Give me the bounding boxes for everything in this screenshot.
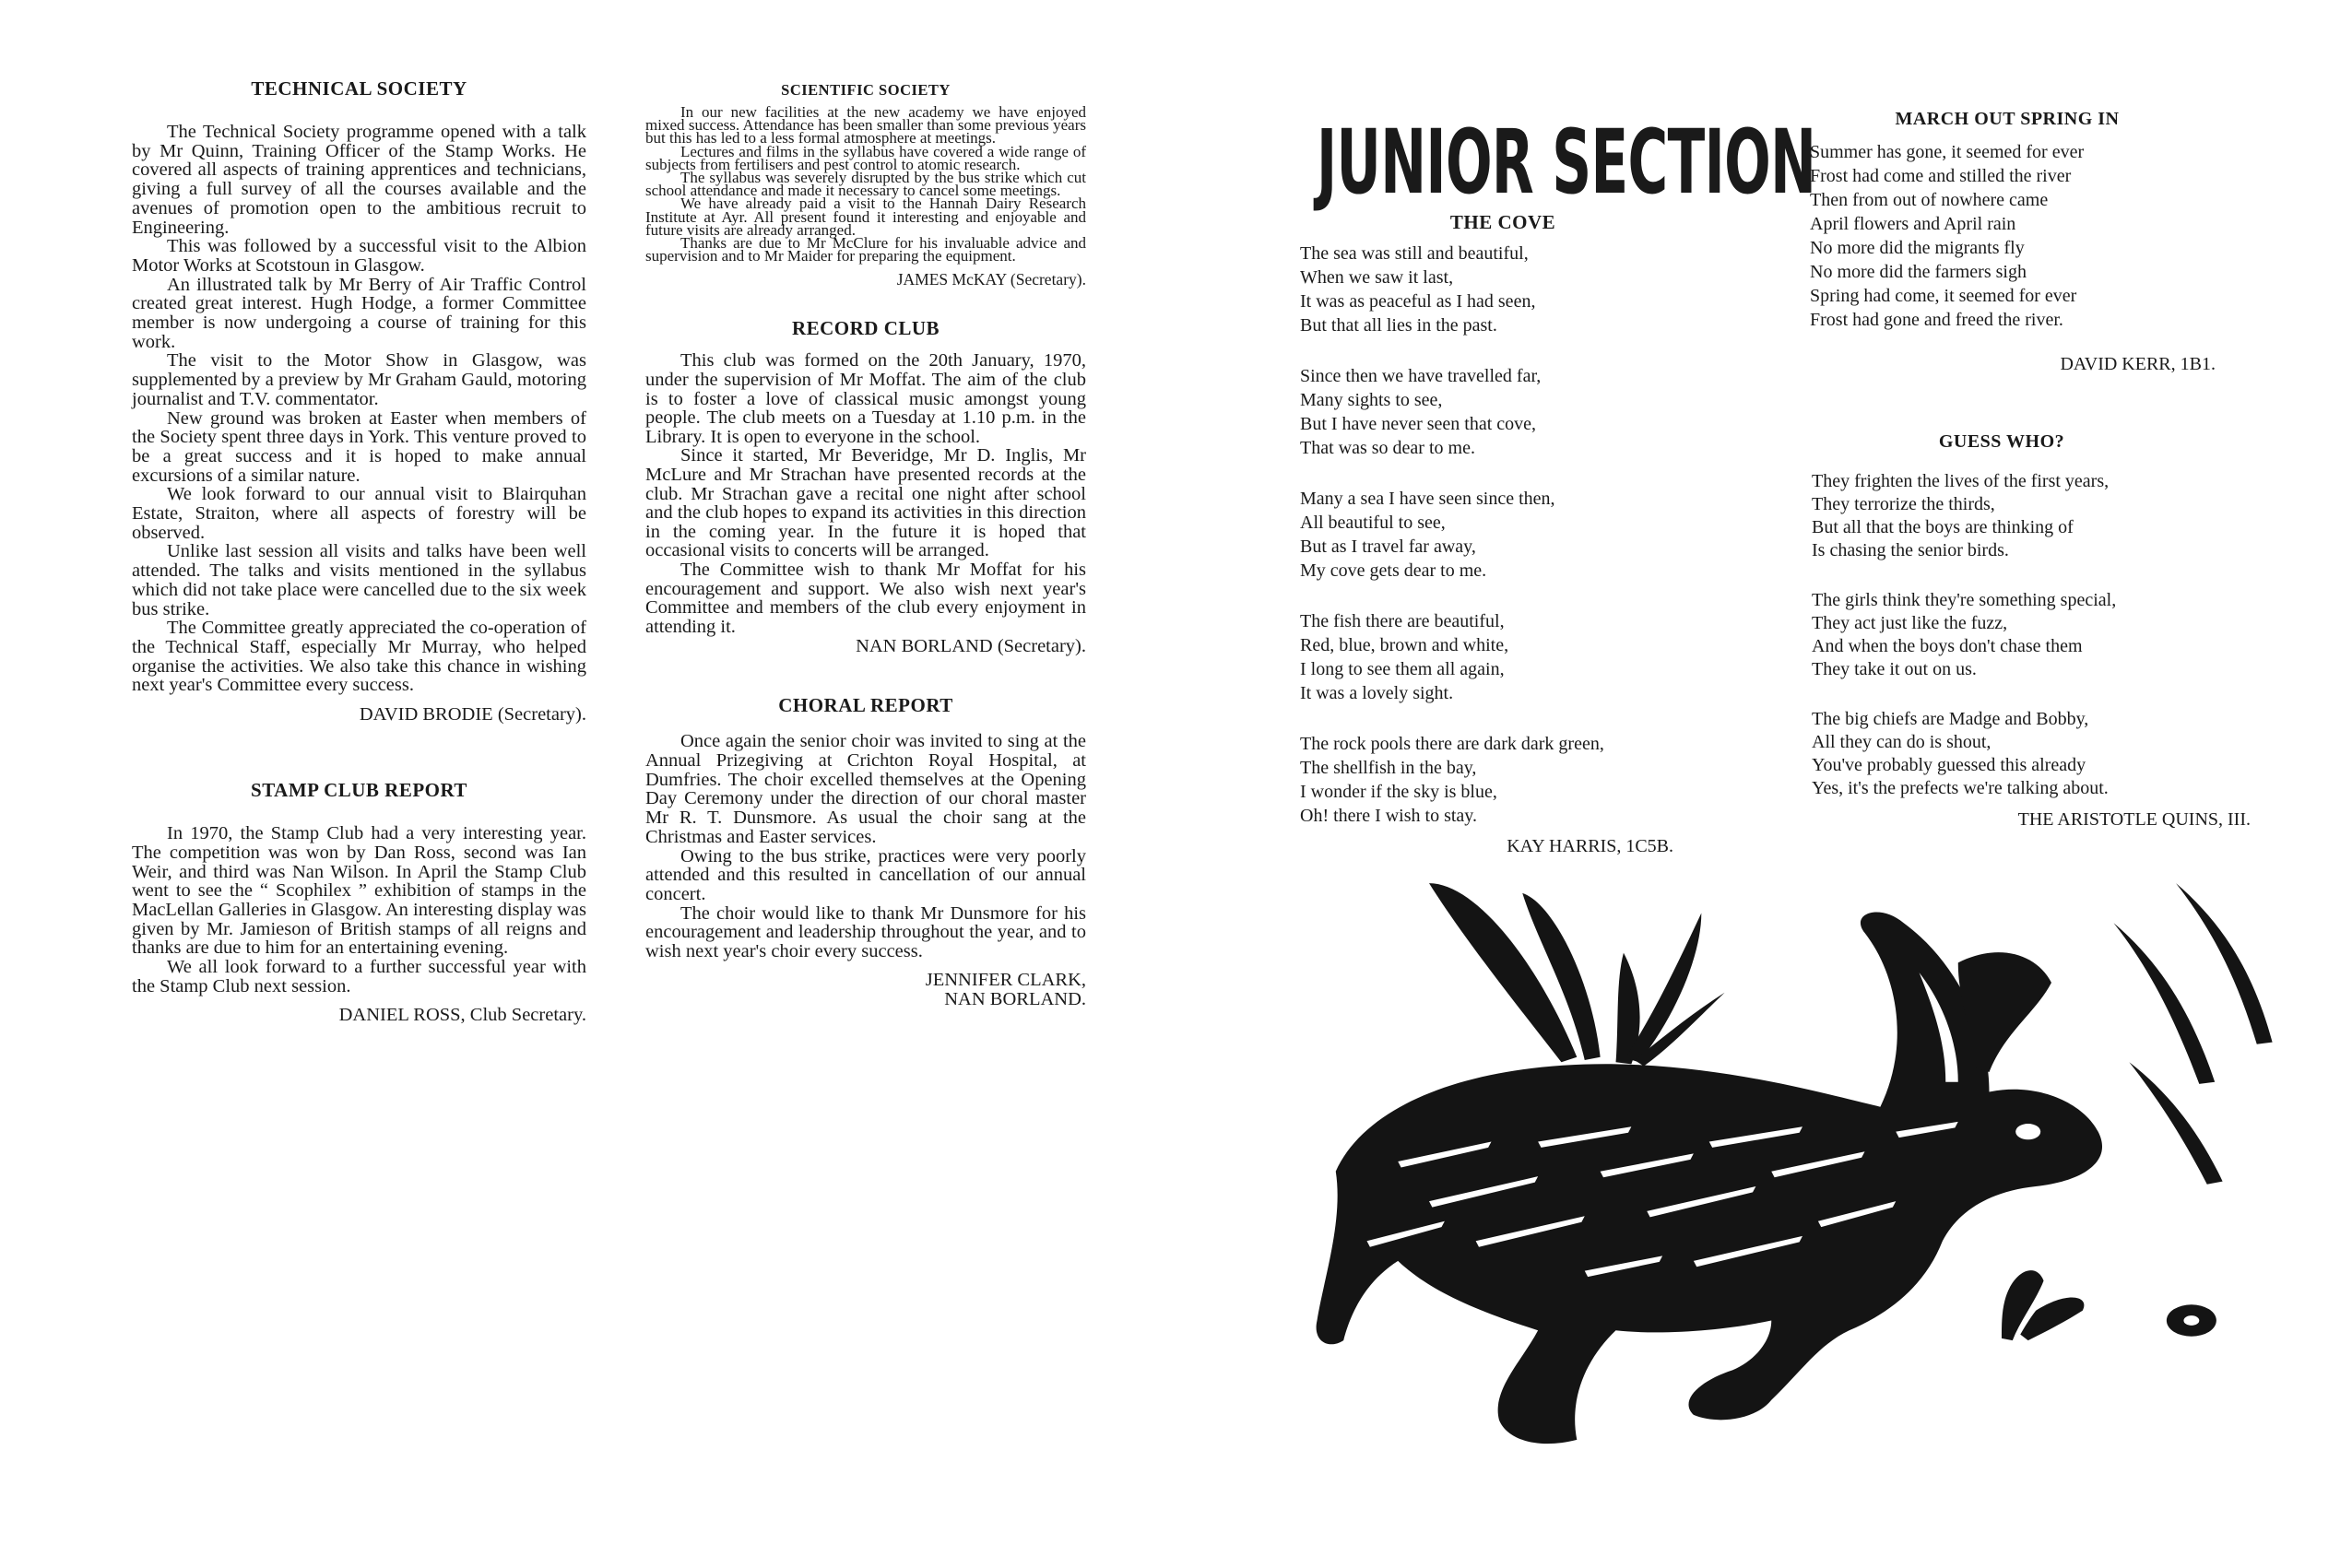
poem-line: The big chiefs are Madge and Bobby, [1812, 709, 2089, 729]
technical-society-title: TECHNICAL SOCIETY [251, 77, 467, 100]
poem-line: Oh! there I wish to stay. [1300, 806, 1477, 826]
scientific-society-signature: JAMES McKAY (Secretary). [896, 270, 1086, 289]
article-paragraph: Owing to the bus strike, practices were very poorly attended and this resulted in cancellation of our annual concert. [645, 845, 1086, 904]
poem-line: The girls think they're something special, [1812, 590, 2117, 610]
poem-line: They take it out on us. [1812, 659, 1977, 679]
article-paragraph: Since it started, Mr Beveridge, Mr D. Inglis, Mr McLure and Mr Strachan have presented records at the club. Mr Strachan gave a recital one night after school and the club hopes to expand its activities in this direction in the coming year. In the future it is hoped that occasional visits to concerts will be arranged. [645, 445, 1086, 561]
signature-line: JENNIFER CLARK, [925, 969, 1086, 990]
choral-report-article [645, 694, 1086, 1008]
poem-line: It was as peaceful as I had seen, [1300, 291, 1536, 312]
poem-stanza [1300, 487, 1729, 583]
march-out-spring-in-signature: DAVID KERR, 1B1. [2060, 354, 2216, 374]
scientific-society-article [645, 81, 1086, 289]
article-paragraph: Once again the senior choir was invited to sing at the Annual Prizegiving at Crichton Royal Hospital, at Dumfries. The choir excelled themselves at the Opening Day Ceremony under the direction of our choral master Mr R. T. Dunsmore. As usual the choir sang at the Christmas and Easter services. [645, 731, 1086, 847]
stamp-club-signature: DANIEL ROSS, Club Secretary. [338, 1005, 586, 1026]
choral-report-signature [645, 971, 1086, 1009]
march-out-spring-in-poem [1804, 107, 2238, 376]
poem-line: I long to see them all again, [1300, 659, 1505, 679]
poem-line: Then from out of nowhere came [1810, 190, 2049, 210]
poem-line: All they can do is shout, [1812, 732, 1992, 752]
guess-who-signature: THE ARISTOTLE QUINS, III. [2017, 809, 2251, 830]
article-paragraph: An illustrated talk by Mr Berry of Air Traffic Control created great interest. Hugh Hodge, a former Committee member is now undergoing a course of training for this work. [132, 274, 586, 352]
poem-line: Spring had come, it seemed for ever [1810, 286, 2077, 306]
poem-line: Frost had gone and freed the river. [1810, 310, 2063, 330]
poem-stanza [1812, 589, 2251, 681]
poem-line: No more did the migrants fly [1810, 238, 2025, 258]
hare-linocut-illustration [1305, 843, 2300, 1480]
poem-line: The shellfish in the bay, [1300, 758, 1477, 778]
the-cove-stanzas [1295, 242, 1729, 828]
record-club-signature: NAN BORLAND (Secretary). [856, 636, 1086, 657]
poem-line: They terrorize the thirds, [1812, 494, 1995, 514]
poem-line: Since then we have travelled far, [1300, 366, 1542, 386]
article-paragraph: The Committee wish to thank Mr Moffat for his encouragement and support. We also wish next year's Committee and members of the club every enjoyment in attending it. [645, 559, 1086, 637]
poem-line: They act just like the fuzz, [1812, 613, 2008, 633]
article-paragraph: In our new facilities at the new academy we have enjoyed mixed success. Attendance has been smaller than some previous years but this has led to a less formal atmosphere at meetings. [645, 103, 1086, 147]
poem-line: They frighten the lives of the first years, [1812, 471, 2110, 491]
article-paragraph: In 1970, the Stamp Club had a very interesting year. The competition was won by Dan Ross, second was Ian Weir, and third was Nan Wilson. In April the Stamp Club went to see the “ Scophilex ” exhibition of stamps in the MacLellan Galleries in Glasgow. An interesting display was given by Mr. Jamieson of British stamps of all reigns and thanks are due to him for an entertaining evening. [132, 823, 586, 959]
junior-section-heading: JUNIOR SECTION [1317, 111, 1816, 214]
leaf-shape [1429, 883, 1577, 1062]
poem-line: Frost had come and stilled the river [1810, 166, 2072, 186]
march-out-spring-in-lines [1804, 140, 2238, 332]
poem-line: But I have never seen that cove, [1300, 414, 1537, 434]
stamp-club-body [132, 824, 586, 996]
poem-line: No more did the farmers sigh [1810, 262, 2027, 282]
choral-report-title: CHORAL REPORT [778, 694, 953, 717]
article-paragraph: Lectures and films in the syllabus have covered a wide range of subjects from fertilisers and pest control to atomic research. [645, 142, 1086, 173]
march-out-spring-in-title: MARCH OUT SPRING IN [1895, 109, 2120, 129]
poem-line: When we saw it last, [1300, 267, 1454, 288]
poem-line: But all that the boys are thinking of [1812, 517, 2074, 537]
poem-stanza [1300, 609, 1729, 705]
article-paragraph: This was followed by a successful visit to the Albion Motor Works at Scotstoun in Glasgow. [132, 236, 586, 276]
poem-line: Many sights to see, [1300, 390, 1443, 410]
poem-line: Many a sea I have seen since then, [1300, 489, 1555, 509]
article-paragraph: The choir would like to thank Mr Dunsmore for his encouragement and leadership throughout the year, and to wish next year's choir every success. [645, 902, 1086, 962]
poem-line: April flowers and April rain [1810, 214, 2016, 234]
poem-line: But that all lies in the past. [1300, 315, 1497, 336]
poem-line: It was a lovely sight. [1300, 683, 1454, 703]
right-page [1176, 0, 2352, 1568]
poem-line: The fish there are beautiful, [1300, 611, 1505, 631]
technical-society-article [132, 77, 586, 725]
technical-society-body [132, 123, 586, 695]
poem-line: I wonder if the sky is blue, [1300, 782, 1497, 802]
guess-who-stanzas [1799, 470, 2251, 800]
poem-line: The sea was still and beautiful, [1300, 243, 1529, 264]
article-paragraph: Thanks are due to Mr McClure for his invaluable advice and supervision and to Mr Maider for preparing the equipment. [645, 234, 1086, 265]
article-paragraph: We look forward to our annual visit to Blairquhan Estate, Straiton, where all aspects of forestry will be observed. [132, 484, 586, 543]
record-club-body [645, 351, 1086, 636]
poem-line: Red, blue, brown and white, [1300, 635, 1509, 655]
article-paragraph: This club was formed on the 20th January, 1970, under the supervision of Mr Moffat. The aim of the club is to foster a love of classical music amongst young people. The club meets on a Tuesday at 1.10 p.m. in the Library. It is open to everyone in the school. [645, 350, 1086, 447]
poem-line: My cove gets dear to me. [1300, 560, 1487, 581]
signature-line: NAN BORLAND. [944, 988, 1086, 1009]
article-paragraph: We all look forward to a further successful year with the Stamp Club next session. [132, 957, 586, 996]
poem-stanza [1300, 732, 1729, 828]
poem-stanza [1812, 708, 2251, 800]
record-club-article [645, 317, 1086, 657]
guess-who-title: GUESS WHO? [1938, 431, 2065, 452]
scientific-society-body [645, 103, 1086, 265]
poem-line: Yes, it's the prefects we're talking about. [1812, 778, 2109, 798]
article-paragraph: Unlike last session all visits and talks have been well attended. The talks and visits mentioned in the syllabus which did not take place were cancelled due to the six week bus strike. [132, 541, 586, 619]
poem-line: That was so dear to me. [1300, 438, 1475, 458]
stamp-club-title: STAMP CLUB REPORT [251, 779, 467, 802]
the-cove-title: THE COVE [1449, 211, 1556, 233]
poem-stanza [1300, 364, 1729, 460]
article-paragraph: New ground was broken at Easter when members of the Society spent three days in York. This venture proved to be a great success and it is hoped to make annual excursions of a similar nature. [132, 407, 586, 486]
article-paragraph: We have already paid a visit to the Hannah Dairy Research Institute at Ayr. All present found it interesting and enjoyable and future visits are already arranged. [645, 195, 1086, 239]
scientific-society-title: SCIENTIFIC SOCIETY [781, 81, 951, 99]
guess-who-poem [1799, 430, 2251, 831]
poem-line: All beautiful to see, [1300, 513, 1446, 533]
column-2 [645, 81, 1086, 1009]
article-paragraph: The visit to the Motor Show in Glasgow, was supplemented by a preview by Mr Graham Gauld, motoring journalist and T.V. commentator. [132, 350, 586, 409]
poem-line: Summer has gone, it seemed for ever [1810, 142, 2085, 162]
poem-line: Is chasing the senior birds. [1812, 540, 2009, 560]
poem-line: The rock pools there are dark dark green, [1300, 734, 1604, 754]
poem-line: But as I travel far away, [1300, 536, 1476, 557]
technical-society-signature: DAVID BRODIE (Secretary). [359, 704, 586, 725]
the-cove-poem [1295, 210, 1729, 858]
article-paragraph: The Technical Society programme opened with a talk by Mr Quinn, Training Officer of the Stamp Works. He covered all aspects of training apprentices and technicians, giving a full survey of all the courses available and the avenues of promotion open to the ambitious recruit to Engineering. [132, 122, 586, 238]
article-paragraph: The Committee greatly appreciated the co-operation of the Technical Staff, especially Mr Murray, who helped organise the activities. We also take this chance in wishing next year's Committee every success. [132, 618, 586, 696]
stamp-club-article [132, 779, 586, 1026]
choral-report-body [645, 732, 1086, 961]
poem-stanza [1812, 470, 2251, 562]
poem-stanza [1300, 242, 1729, 337]
poem-line: You've probably guessed this already [1812, 755, 2086, 775]
record-club-title: RECORD CLUB [791, 317, 940, 340]
article-paragraph: The syllabus was severely disrupted by the bus strike which cut school attendance and made it necessary to cancel some meetings. [645, 169, 1086, 200]
poem-line: And when the boys don't chase them [1812, 636, 2083, 656]
the-cove-signature: KAY HARRIS, 1C5B. [1507, 836, 1673, 856]
column-1 [132, 77, 586, 1026]
